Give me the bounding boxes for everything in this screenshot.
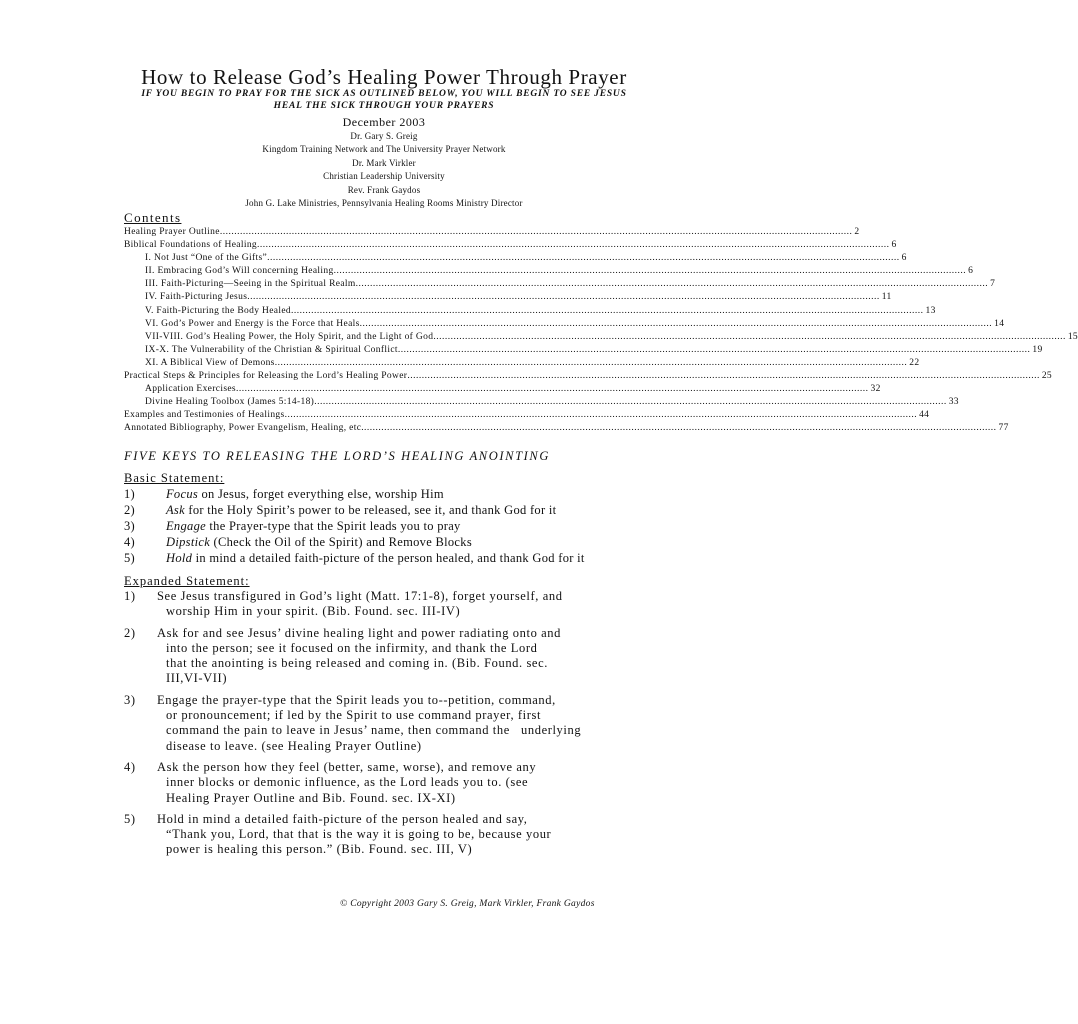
expanded-key-text: into the person; see it focused on the infirmity, and thank the Lord (166, 640, 538, 655)
basic-key-item (124, 502, 764, 518)
toc-leader-dots: ............................................................................................................................................................................................................................ (364, 423, 997, 434)
toc-leader-dots: ............................................................................................................................................................................................................................ (407, 371, 1040, 382)
key-word: Ask (166, 503, 185, 517)
author-affiliation: Christian Leadership University (323, 171, 445, 182)
toc-entry-label: VI. God’s Power and Energy is the Force that Heals (145, 318, 360, 329)
toc-entry-page: 6 (891, 240, 897, 251)
toc-entry (124, 318, 1005, 331)
toc-entry-page: 33 (948, 397, 959, 408)
basic-key-item (124, 518, 764, 534)
key-number: 5) (124, 811, 136, 826)
toc-leader-dots: ............................................................................................................................................................................................................................ (397, 344, 1031, 355)
expanded-key-line (124, 671, 744, 686)
expanded-key-text: or pronouncement; if led by the Spirit to use command prayer, first (166, 708, 542, 723)
toc-entry-page: 11 (881, 292, 892, 303)
toc-entry-label: Healing Prayer Outline (124, 227, 220, 237)
expanded-key-line (124, 708, 744, 723)
key-number: 2) (124, 503, 136, 517)
key-description: the Prayer-type that the Spirit leads you to pray (205, 519, 461, 533)
toc-entry-label: Annotated Bibliography, Power Evangelism, Healing, etc. (124, 423, 364, 434)
toc-entry-label: Examples and Testimonies of Healings (124, 410, 285, 421)
expanded-key-item (124, 760, 744, 806)
key-number: 5) (124, 551, 136, 565)
toc-leader-dots: ............................................................................................................................................................................................................................ (267, 253, 900, 264)
key-word: Dipstick (166, 535, 211, 549)
toc-entry (124, 239, 897, 252)
expanded-key-line (124, 589, 744, 604)
expanded-key-line (124, 760, 744, 775)
basic-statement-list (124, 486, 764, 566)
toc-entry (124, 357, 920, 370)
toc-entry (124, 265, 974, 278)
toc-entry-page: 32 (870, 384, 881, 395)
toc-entry (124, 396, 959, 409)
key-number: 2) (124, 625, 136, 640)
table-of-contents (124, 226, 1078, 436)
toc-entry (124, 370, 1053, 383)
toc-entry-label: Practical Steps & Principles for Releasing the Lord’s Healing Power (124, 371, 408, 382)
toc-entry-page: 19 (1032, 344, 1043, 355)
toc-leader-dots: ............................................................................................................................................................................................................................ (291, 305, 924, 316)
key-description: for the Holy Spirit’s power to be released, see it, and thank God for it (184, 503, 557, 517)
key-description: in mind a detailed faith-picture of the person healed, and thank God for it (192, 551, 585, 565)
expanded-key-item (124, 693, 744, 754)
expanded-key-text: worship Him in your spirit. (Bib. Found. sec. III-IV) (166, 604, 461, 619)
author-name: Dr. Mark Virkler (352, 157, 416, 168)
key-text (166, 550, 585, 566)
expanded-key-line (124, 723, 744, 738)
toc-entry (124, 226, 860, 239)
author-name: Dr. Gary S. Greig (350, 131, 418, 141)
toc-entry-label: II. Embracing God’s Will concerning Healing (145, 266, 334, 277)
expanded-key-line (124, 604, 744, 619)
key-text (166, 486, 444, 502)
expanded-key-text: “Thank you, Lord, that that is the way it is going to be, because your (166, 827, 552, 842)
basic-key-item (124, 550, 764, 566)
expanded-key-text: Ask for and see Jesus’ divine healing light and power radiating onto and (157, 625, 561, 640)
toc-entry (124, 291, 892, 304)
key-text (166, 502, 556, 518)
five-keys-heading: FIVE KEYS TO RELEASING THE LORD’S HEALING ANOINTING (124, 449, 550, 463)
toc-entry-label: IX-X. The Vulnerability of the Christian & Spiritual Conflict (145, 344, 398, 355)
expanded-key-item (124, 812, 744, 858)
expanded-key-text: disease to leave. (see Healing Prayer Outline) (166, 738, 422, 753)
expanded-statement-heading: Expanded Statement: (124, 574, 250, 588)
author-affiliation: Kingdom Training Network and The University Prayer Network (262, 144, 506, 155)
toc-leader-dots: ............................................................................................................................................................................................................................ (257, 240, 890, 251)
toc-entry-label: XI. A Biblical View of Demons (145, 357, 275, 368)
expanded-key-text: Ask the person how they feel (better, same, worse), and remove any (157, 759, 537, 774)
toc-leader-dots: ............................................................................................................................................................................................................................ (314, 397, 947, 408)
toc-entry-label: I. Not Just “One of the Gifts” (145, 253, 268, 264)
toc-leader-dots: ............................................................................................................................................................................................................................ (359, 318, 993, 329)
expanded-key-text: See Jesus transfigured in God’s light (Matt. 17:1-8), forget yourself, and (157, 589, 563, 603)
toc-entry (124, 305, 936, 318)
copyright-notice: © Copyright 2003 Gary S. Greig, Mark Virkler, Frank Gaydos (340, 899, 595, 909)
toc-entry-label: Biblical Foundations of Healing (124, 240, 258, 251)
author-block (0, 130, 768, 210)
toc-leader-dots: ............................................................................................................................................................................................................................ (274, 357, 908, 368)
key-number: 4) (124, 759, 136, 774)
expanded-key-line (124, 739, 744, 754)
toc-entry-page: 13 (925, 305, 936, 316)
toc-entry-page: 22 (909, 357, 920, 368)
key-description: (Check the Oil of the Spirit) and Remove Blocks (210, 535, 472, 549)
expanded-key-line (124, 626, 744, 641)
toc-leader-dots: ............................................................................................................................................................................................................................ (247, 292, 880, 303)
toc-entry-page: 15 (1067, 331, 1078, 342)
key-number: 3) (124, 519, 136, 533)
toc-entry (124, 278, 996, 291)
toc-entry-page: 77 (998, 423, 1009, 434)
key-number: 1) (124, 487, 136, 501)
author-name: Rev. Frank Gaydos (347, 184, 421, 195)
toc-entry (124, 331, 1078, 344)
expanded-key-line (124, 827, 744, 842)
toc-entry (124, 409, 930, 422)
key-description: on Jesus, forget everything else, worship Him (198, 487, 444, 501)
toc-entry-page: 7 (990, 279, 996, 290)
subtitle-line: IF YOU BEGIN TO PRAY FOR THE SICK AS OUTLINED BELOW, YOU WILL BEGIN TO SEE JESUS (141, 89, 627, 99)
expanded-key-text: inner blocks or demonic influence, as the Lord leads you to. (see (166, 775, 529, 790)
expanded-key-text: Healing Prayer Outline and Bib. Found. sec. IX-XI) (166, 790, 456, 805)
expanded-key-text: that the anointing is being released and coming in. (Bib. Found. sec. (166, 656, 548, 671)
toc-leader-dots: ............................................................................................................................................................................................................................ (433, 331, 1066, 342)
toc-leader-dots: ............................................................................................................................................................................................................................ (219, 227, 853, 237)
toc-entry-label: VII-VIII. God’s Healing Power, the Holy Spirit, and the Light of God (145, 331, 434, 342)
expanded-key-line (124, 693, 744, 708)
key-word: Engage (166, 519, 206, 533)
expanded-key-line (124, 656, 744, 671)
contents-heading: Contents (124, 210, 182, 225)
expanded-key-text: Engage the prayer-type that the Spirit leads you to--petition, command, (157, 692, 556, 707)
expanded-key-text: power is healing this person.” (Bib. Found. sec. III, V) (166, 842, 473, 857)
basic-key-item (124, 534, 764, 550)
toc-entry-page: 6 (968, 266, 974, 277)
toc-entry-label: V. Faith-Picturing the Body Healed (145, 305, 292, 316)
key-word: Hold (166, 551, 193, 565)
expanded-key-item (124, 626, 744, 687)
document-date: December 2003 (342, 115, 426, 129)
toc-entry-page: 2 (854, 227, 860, 237)
document-title: How to Release God’s Healing Power Through Prayer (141, 65, 627, 89)
toc-entry-page: 14 (994, 318, 1005, 329)
key-number: 1) (124, 589, 136, 603)
key-text (166, 518, 461, 534)
expanded-key-text: command the pain to leave in Jesus’ name, then command the underlying (166, 723, 582, 738)
basic-key-item (124, 486, 764, 502)
key-text (166, 534, 472, 550)
expanded-key-line (124, 791, 744, 806)
toc-entry (124, 383, 881, 396)
expanded-key-line (124, 775, 744, 790)
expanded-key-line (124, 641, 744, 656)
toc-leader-dots: ............................................................................................................................................................................................................................ (235, 384, 869, 395)
toc-entry-page: 25 (1041, 371, 1053, 382)
toc-entry-page: 44 (919, 410, 930, 421)
toc-entry-label: Divine Healing Toolbox (James 5:14-18) (145, 397, 315, 408)
author-affiliation: John G. Lake Ministries, Pennsylvania Healing Rooms Ministry Director (245, 197, 523, 208)
toc-leader-dots: ............................................................................................................................................................................................................................ (355, 279, 989, 290)
toc-entry (124, 422, 1009, 435)
expanded-statement-list (124, 589, 744, 864)
document-subtitle (0, 88, 768, 112)
key-word: Focus (166, 487, 199, 501)
toc-entry-label: IV. Faith-Picturing Jesus (145, 292, 248, 303)
expanded-key-text: III,VI-VII) (166, 671, 228, 686)
toc-entry (124, 252, 907, 265)
expanded-key-text: Hold in mind a detailed faith-picture of the person healed and say, (157, 811, 528, 826)
toc-entry-label: III. Faith-Picturing—Seeing in the Spiritual Realm (145, 279, 356, 290)
toc-leader-dots: ............................................................................................................................................................................................................................ (333, 266, 967, 277)
expanded-key-item (124, 589, 744, 620)
toc-entry (124, 344, 1043, 357)
key-number: 4) (124, 535, 136, 549)
toc-leader-dots: ............................................................................................................................................................................................................................ (284, 410, 918, 421)
toc-entry-page: 6 (901, 253, 907, 264)
basic-statement-heading: Basic Statement: (124, 471, 225, 485)
toc-entry-label: Application Exercises (145, 384, 236, 395)
expanded-key-line (124, 812, 744, 827)
subtitle-line: HEAL THE SICK THROUGH YOUR PRAYERS (273, 101, 495, 111)
key-number: 3) (124, 692, 136, 707)
expanded-key-line (124, 842, 744, 857)
